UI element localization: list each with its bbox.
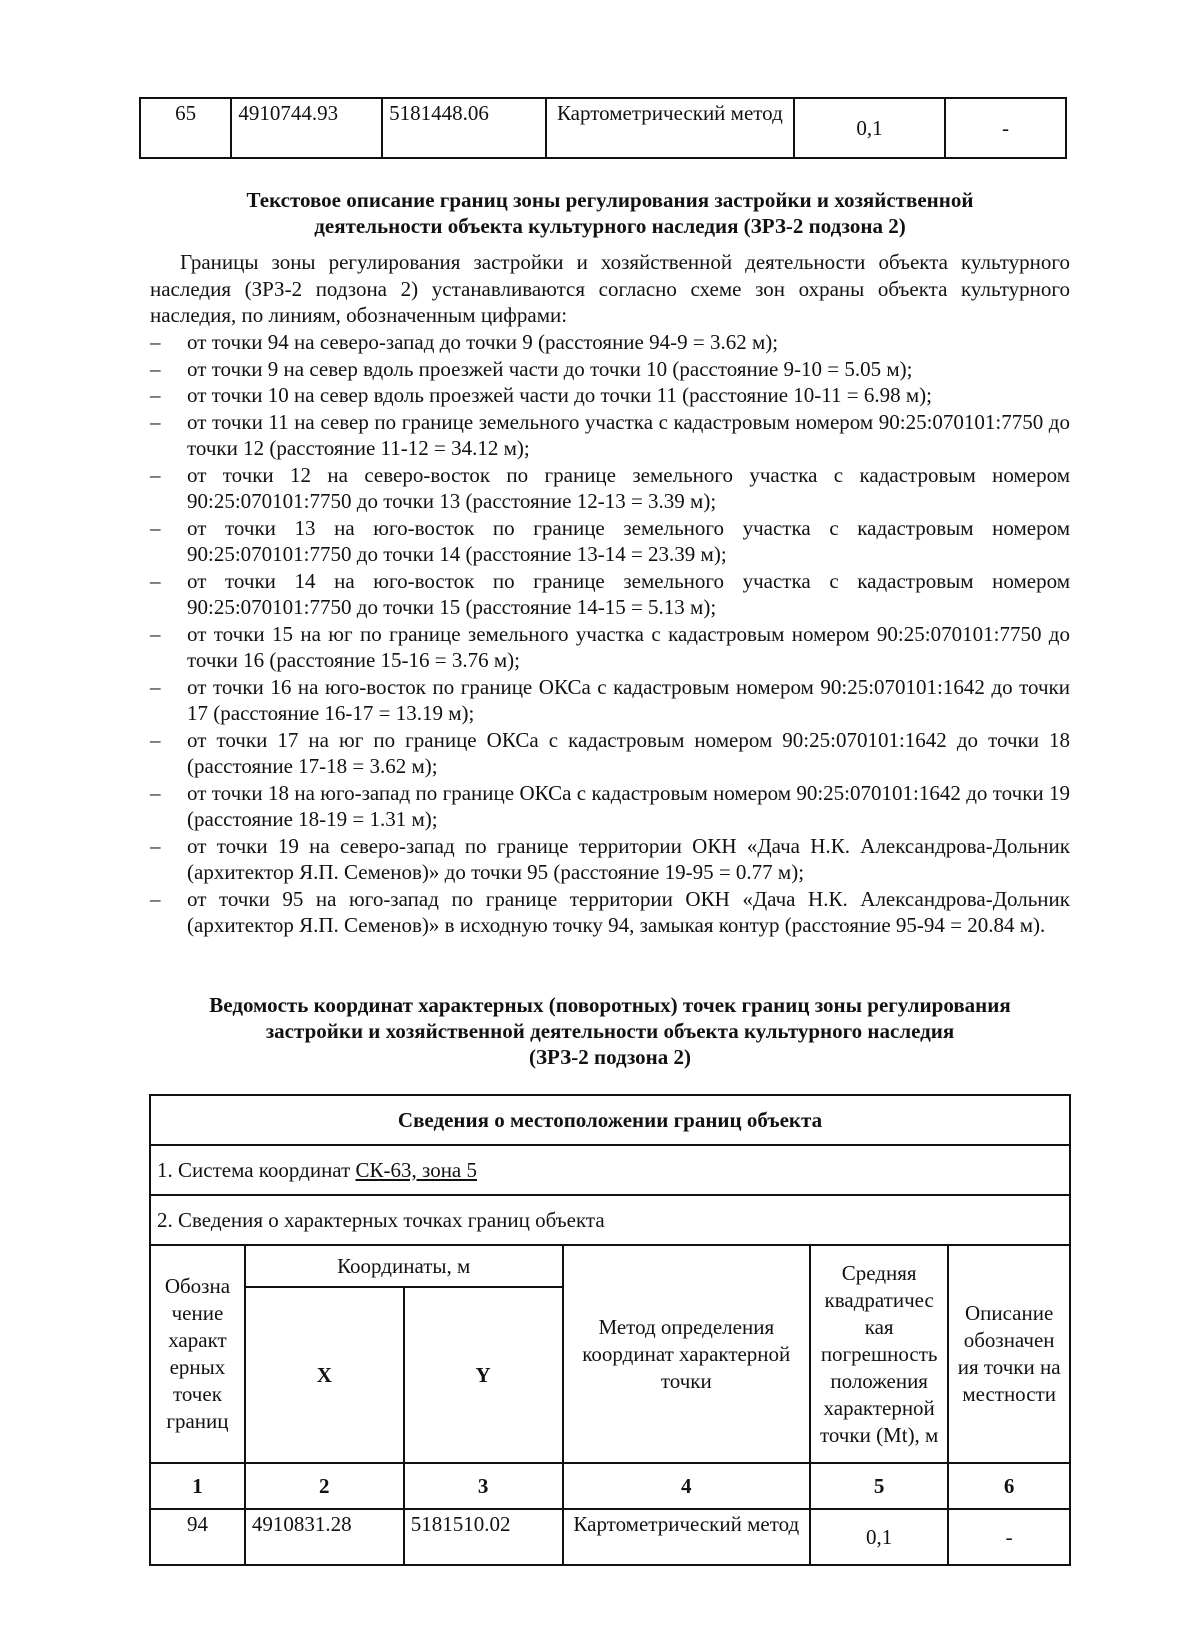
x-header: X [245, 1287, 404, 1463]
mt-header: Средняя квадратичес кая погрешность положения характерной точки (Mt), м [810, 1245, 948, 1463]
y-coordinate-cell: 5181510.02 [404, 1509, 563, 1565]
coordinate-system-cell [150, 1145, 1070, 1195]
boundary-segment-text: от точки 11 на север по границе земельного участка с кадастровым номером 90:25:070101:7750 до точки 12 (расстояние 11-12 = 34.12 м); [187, 409, 1070, 460]
dash-marker: – [150, 674, 161, 699]
boundary-segment-text: от точки 10 на север вдоль проезжей части до точки 11 (расстояние 10-11 = 6.98 м); [187, 383, 932, 407]
boundary-segment-item [150, 727, 1070, 780]
table-header: Сведения о местоположении границ объекта [150, 1095, 1070, 1145]
column-number: 5 [810, 1463, 948, 1509]
dash-marker: – [150, 833, 161, 858]
boundary-segment-item [150, 833, 1070, 886]
dash-marker: – [150, 886, 161, 911]
boundary-segment-item [150, 356, 1070, 383]
boundary-segment-item [150, 886, 1070, 939]
boundary-segment-item [150, 329, 1070, 356]
table-row [140, 98, 1066, 158]
section2-title [150, 992, 1070, 1070]
description-cell: - [948, 1509, 1070, 1565]
boundary-segment-item [150, 780, 1070, 833]
description-cell: - [945, 98, 1066, 158]
designation-header: Обозна чение характ ерных точек границ [150, 1245, 245, 1463]
intro-paragraph [150, 249, 1070, 329]
point-number-cell: 94 [150, 1509, 245, 1565]
boundary-segment-text: от точки 15 на юг по границе земельного участка с кадастровым номером 90:25:070101:7750 до точки 16 (расстояние 15-16 = 3.76 м); [187, 621, 1070, 672]
dash-marker: – [150, 462, 161, 487]
column-numbers-row [150, 1463, 1070, 1509]
description-header: Описание обозначен ия точки на местности [948, 1245, 1070, 1463]
boundary-segment-item [150, 674, 1070, 727]
boundary-description-list [150, 329, 1070, 939]
section2-title-line3: (ЗРЗ-2 подзона 2) [528, 1045, 692, 1069]
dash-marker: – [150, 383, 161, 407]
dash-marker: – [150, 330, 161, 354]
table-row [150, 1095, 1070, 1145]
x-coordinate-cell: 4910831.28 [245, 1509, 404, 1565]
section1-title [150, 187, 1070, 239]
y-header: Y [404, 1287, 563, 1463]
dash-marker: – [150, 621, 161, 646]
point-number-cell: 65 [140, 98, 231, 158]
intro-text: Границы зоны регулирования застройки и хозяйственной деятельности объекта культурного наследия (ЗРЗ-2 подзона 2) устанавливаются согласно схеме зон охраны объекта культурного наследия, по линиям, обозначенным цифрами: [150, 250, 1070, 327]
boundary-segment-item [150, 382, 1070, 409]
boundary-segment-item [150, 621, 1070, 674]
dash-marker: – [150, 409, 161, 434]
boundary-segment-text: от точки 94 на северо-запад до точки 9 (расстояние 94-9 = 3.62 м); [187, 330, 779, 354]
top-continuation-table [139, 97, 1067, 159]
boundary-segment-text: от точки 16 на юго-восток по границе ОКСа с кадастровым номером 90:25:070101:1642 до точки 17 (расстояние 16-17 = 13.19 м); [187, 674, 1070, 725]
boundary-segment-text: от точки 14 на юго-восток по границе земельного участка с кадастровым номером 90:25:070101:7750 до точки 15 (расстояние 14-15 = 5.13 м); [187, 568, 1070, 619]
coordinates-table [149, 1094, 1071, 1566]
boundary-segment-text: от точки 19 на северо-запад по границе территории ОКН «Дача Н.К. Александрова-Дольник (архитектор Я.П. Семенов)» до точки 95 (расстояние 19-95 = 0.77 м); [187, 833, 1070, 884]
mt-cell: 0,1 [810, 1509, 948, 1565]
dash-marker: – [150, 515, 161, 540]
column-number: 4 [563, 1463, 811, 1509]
column-number: 1 [150, 1463, 245, 1509]
mt-cell: 0,1 [794, 98, 945, 158]
dash-marker: – [150, 780, 161, 805]
coordinate-system-value: СК-63, зона 5 [355, 1157, 478, 1182]
points-info-cell: 2. Сведения о характерных точках границ объекта [150, 1195, 1070, 1245]
method-cell: Картометрический метод [546, 98, 794, 158]
table-row [150, 1245, 1070, 1287]
boundary-segment-text: от точки 18 на юго-запад по границе ОКСа с кадастровым номером 90:25:070101:1642 до точки 19 (расстояние 18-19 = 1.31 м); [187, 780, 1070, 831]
column-number: 6 [948, 1463, 1070, 1509]
coordinate-system-prefix: 1. Система координат [157, 1157, 356, 1182]
y-coordinate-cell: 5181448.06 [382, 98, 546, 158]
table-row [150, 1509, 1070, 1565]
table-row [150, 1145, 1070, 1195]
dash-marker: – [150, 727, 161, 752]
coordinates-header: Координаты, м [245, 1245, 563, 1287]
table-row [150, 1195, 1070, 1245]
dash-marker: – [150, 568, 161, 593]
boundary-segment-item [150, 462, 1070, 515]
boundary-segment-text: от точки 9 на север вдоль проезжей части до точки 10 (расстояние 9-10 = 5.05 м); [187, 356, 913, 381]
section2-title-line1: Ведомость координат характерных (поворотных) точек границ зоны регулирования [209, 993, 1011, 1017]
section1-title-line1: Текстовое описание границ зоны регулирования застройки и хозяйственной [246, 188, 974, 212]
x-coordinate-cell: 4910744.93 [231, 98, 382, 158]
boundary-segment-text: от точки 17 на юг по границе ОКСа с кадастровым номером 90:25:070101:1642 до точки 18 (расстояние 17-18 = 3.62 м); [187, 727, 1070, 778]
boundary-segment-text: от точки 12 на северо-восток по границе земельного участка с кадастровым номером 90:25:070101:7750 до точки 13 (расстояние 12-13 = 3.39 м); [187, 462, 1070, 513]
section1-title-line2: деятельности объекта культурного наследия (ЗРЗ-2 подзона 2) [314, 214, 906, 238]
boundary-segment-item [150, 515, 1070, 568]
method-header: Метод определения координат характерной точки [563, 1245, 811, 1463]
method-cell: Картометрический метод [563, 1509, 811, 1565]
boundary-segment-text: от точки 95 на юго-запад по границе территории ОКН «Дача Н.К. Александрова-Дольник (архитектор Я.П. Семенов)» в исходную точку 94, замыкая контур (расстояние 95-94 = 20.84 м). [187, 886, 1070, 937]
boundary-segment-item [150, 409, 1070, 462]
dash-marker: – [150, 356, 161, 381]
boundary-segment-item [150, 568, 1070, 621]
boundary-segment-text: от точки 13 на юго-восток по границе земельного участка с кадастровым номером 90:25:070101:7750 до точки 14 (расстояние 13-14 = 23.39 м); [187, 515, 1070, 566]
column-number: 2 [245, 1463, 404, 1509]
section2-title-line2: застройки и хозяйственной деятельности объекта культурного наследия [265, 1019, 955, 1043]
column-number: 3 [404, 1463, 563, 1509]
